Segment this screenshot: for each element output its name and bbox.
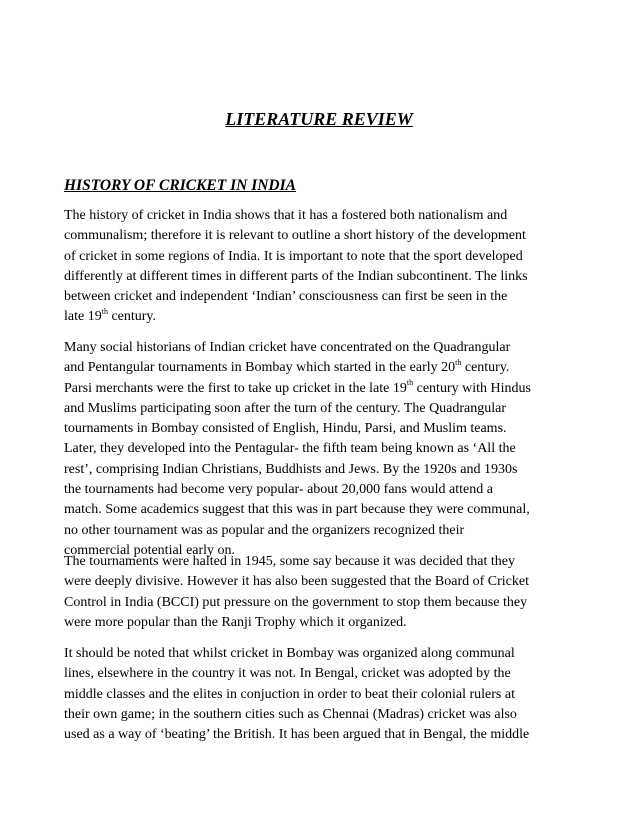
paragraph-line: tournaments in Bombay consisted of English, Hindu, Parsi, and Muslim teams. [64,421,507,437]
paragraph-line: and Muslims participating soon after the turn of the century. The Quadrangular [64,400,507,416]
paragraph-line: the tournaments had become very popular- about 20,000 fans would attend a [64,482,493,498]
superscript: th [455,357,462,367]
paragraph-line [64,358,584,378]
paragraph-line: Many social historians of Indian cricket have concentrated on the Quadrangular [64,340,511,355]
paragraph-line: rest’, comprising Indian Christians, Buddhists and Jews. By the 1920s and 1930s [64,461,518,477]
paragraph-line: The history of cricket in India shows that it has a fostered both nationalism and [64,208,508,223]
paragraph-3 [64,552,584,633]
paragraph-line: The tournaments were halted in 1945, some say because it was decided that they [64,554,515,569]
paragraph-line: match. Some academics suggest that this was in part because they were communal, [64,502,530,518]
paragraph-4 [64,644,584,745]
paragraph-line: communalism; therefore it is relevant to outline a short history of the development [64,228,526,244]
paragraph-line: commercial potential early on. [64,542,236,558]
paragraph-line: Later, they developed into the Pentagular- the fifth team being known as ‘All the [64,441,516,457]
paragraph-line: It should be noted that whilst cricket in Bombay was organized along communal [64,646,515,661]
superscript: th [101,306,108,316]
text-run: century. [461,360,510,376]
text-run: century. [107,309,157,325]
paragraph-line: between cricket and independent ‘Indian’ consciousness can first be seen in the [64,289,508,305]
text-run: late 19 [64,309,102,325]
paragraph-1 [64,206,584,328]
text-run: century with Hindus [413,380,531,396]
paragraph-line: Control in India (BCCI) put pressure on the government to stop them because they [64,594,528,610]
text-run: and Pentangular tournaments in Bombay which started in the early 20 [64,360,456,376]
paragraph-line: were deeply divisive. However it has also been suggested that the Board of Cricket [64,574,529,590]
paragraph-line: middle classes and the elites in conjuction in order to beat their colonial rulers at [64,686,515,702]
superscript: th [406,377,414,387]
paragraph-line: their own game; in the southern cities such as Chennai (Madras) cricket was also [64,706,517,722]
paragraph-line: used as a way of ‘beating’ the British. It has been argued that in Bengal, the middle [64,727,530,743]
paragraph-line: were more popular than the Ranji Trophy which it organized. [64,614,407,630]
paragraph-line: lines, elsewhere in the country it was not. In Bengal, cricket was adopted by the [64,666,511,682]
paragraph-2 [64,338,584,561]
paragraph-line: no other tournament was as popular and the organizers recognized their [64,522,465,538]
paragraph-line: of cricket in some regions of India. It is important to note that the sport developed [64,248,523,264]
section-heading: HISTORY OF CRICKET IN INDIA [64,177,297,194]
paragraph-line [64,379,584,399]
paragraph-line [64,307,584,327]
paragraph-line: differently at different times in different parts of the Indian subcontinent. The links [64,268,528,284]
text-run: Parsi merchants were the first to take up cricket in the late 19 [64,380,407,396]
page-title: LITERATURE REVIEW [225,109,413,129]
